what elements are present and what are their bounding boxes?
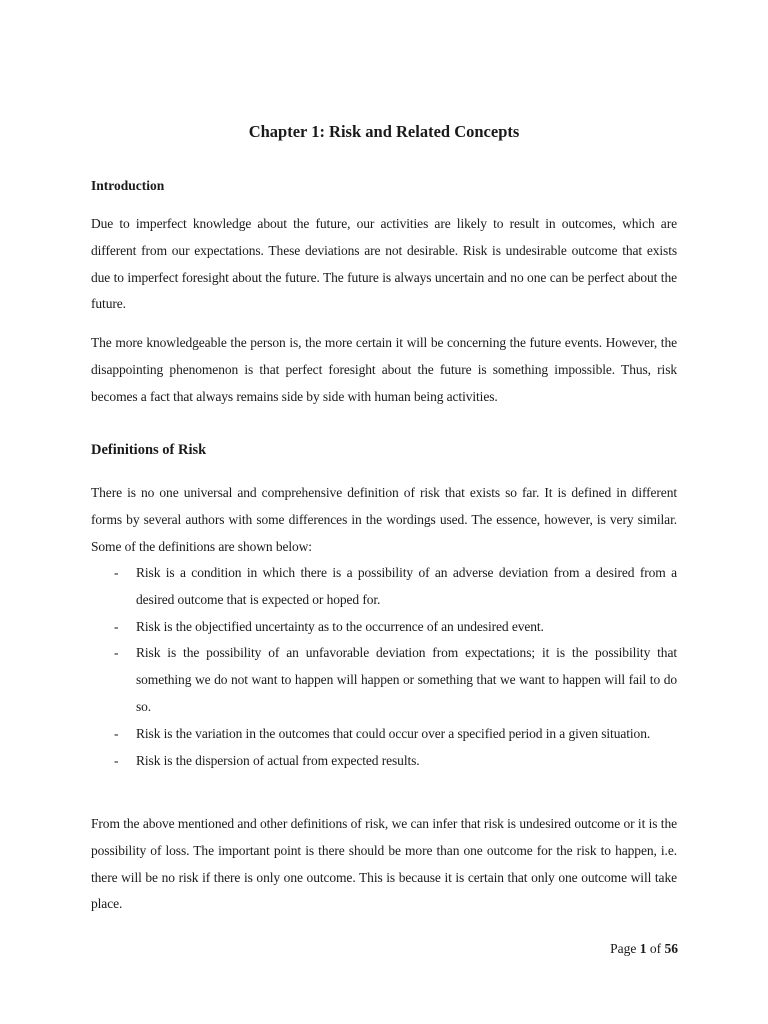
current-page-number: 1: [639, 941, 647, 956]
definitions-list: [0, 560, 768, 774]
list-item-text: Risk is the variation in the outcomes that could occur over a specified period in a given situation.: [136, 725, 651, 741]
bullet-dash: -: [114, 752, 119, 768]
list-item: [0, 560, 768, 614]
bullet-dash: -: [114, 565, 119, 580]
list-item: [0, 748, 768, 775]
intro-paragraph-2: The more knowledgeable the person is, the more certain it will be concerning the future events. However, the disappointing phenomenon is that perfect foresight about the future is something impossible. Thus, risk becomes a fact that always remains side by side with human being activities.: [91, 335, 677, 404]
bullet-dash: -: [114, 618, 119, 634]
bullet-dash: -: [114, 725, 119, 741]
list-item-text: Risk is a condition in which there is a possibility of an adverse deviation from a desired from a desired outcome that is expected or hoped for.: [136, 565, 677, 607]
list-item-text: Risk is the dispersion of actual from expected results.: [136, 752, 420, 768]
definitions-conclusion-paragraph: From the above mentioned and other definitions of risk, we can infer that risk is undesired outcome or it is the possibility of loss. The important point is there should be more than one outcome for the risk to happen, i.e. there will be no risk if there is only one outcome. This is because it is certain that only one outcome will take place.: [91, 816, 677, 912]
page-word: Page: [610, 941, 637, 956]
bullet-dash: -: [114, 645, 119, 661]
definitions-intro-paragraph: There is no one universal and comprehensive definition of risk that exists so far. It is defined in different forms by several authors with some differences in the wordings used. The essence, however, is very similar. Some of the definitions are shown below:: [91, 485, 677, 554]
section-heading-definitions: Definitions of Risk: [91, 442, 207, 458]
list-item: [0, 721, 768, 748]
list-item-text: Risk is the possibility of an unfavorable deviation from expectations; it is the possibility that something we do not want to happen will happen or something that we want to happen will fail to do so.: [136, 645, 677, 714]
list-item-text: Risk is the objectified uncertainty as to the occurrence of an undesired event.: [136, 618, 544, 634]
page-number-footer: [610, 941, 678, 957]
intro-paragraph-1: Due to imperfect knowledge about the future, our activities are likely to result in outcomes, which are different from our expectations. These deviations are not desirable. Risk is undesirable outcome that exists due to imperfect foresight about the future. The future is always uncertain and no one can be perfect about the future.: [91, 216, 677, 312]
section-heading-introduction: Introduction: [91, 178, 165, 193]
chapter-title: Chapter 1: Risk and Related Concepts: [248, 122, 520, 141]
list-item: [0, 640, 768, 720]
list-item: [0, 614, 768, 641]
of-word: of: [649, 941, 662, 956]
total-page-count: 56: [664, 941, 678, 956]
